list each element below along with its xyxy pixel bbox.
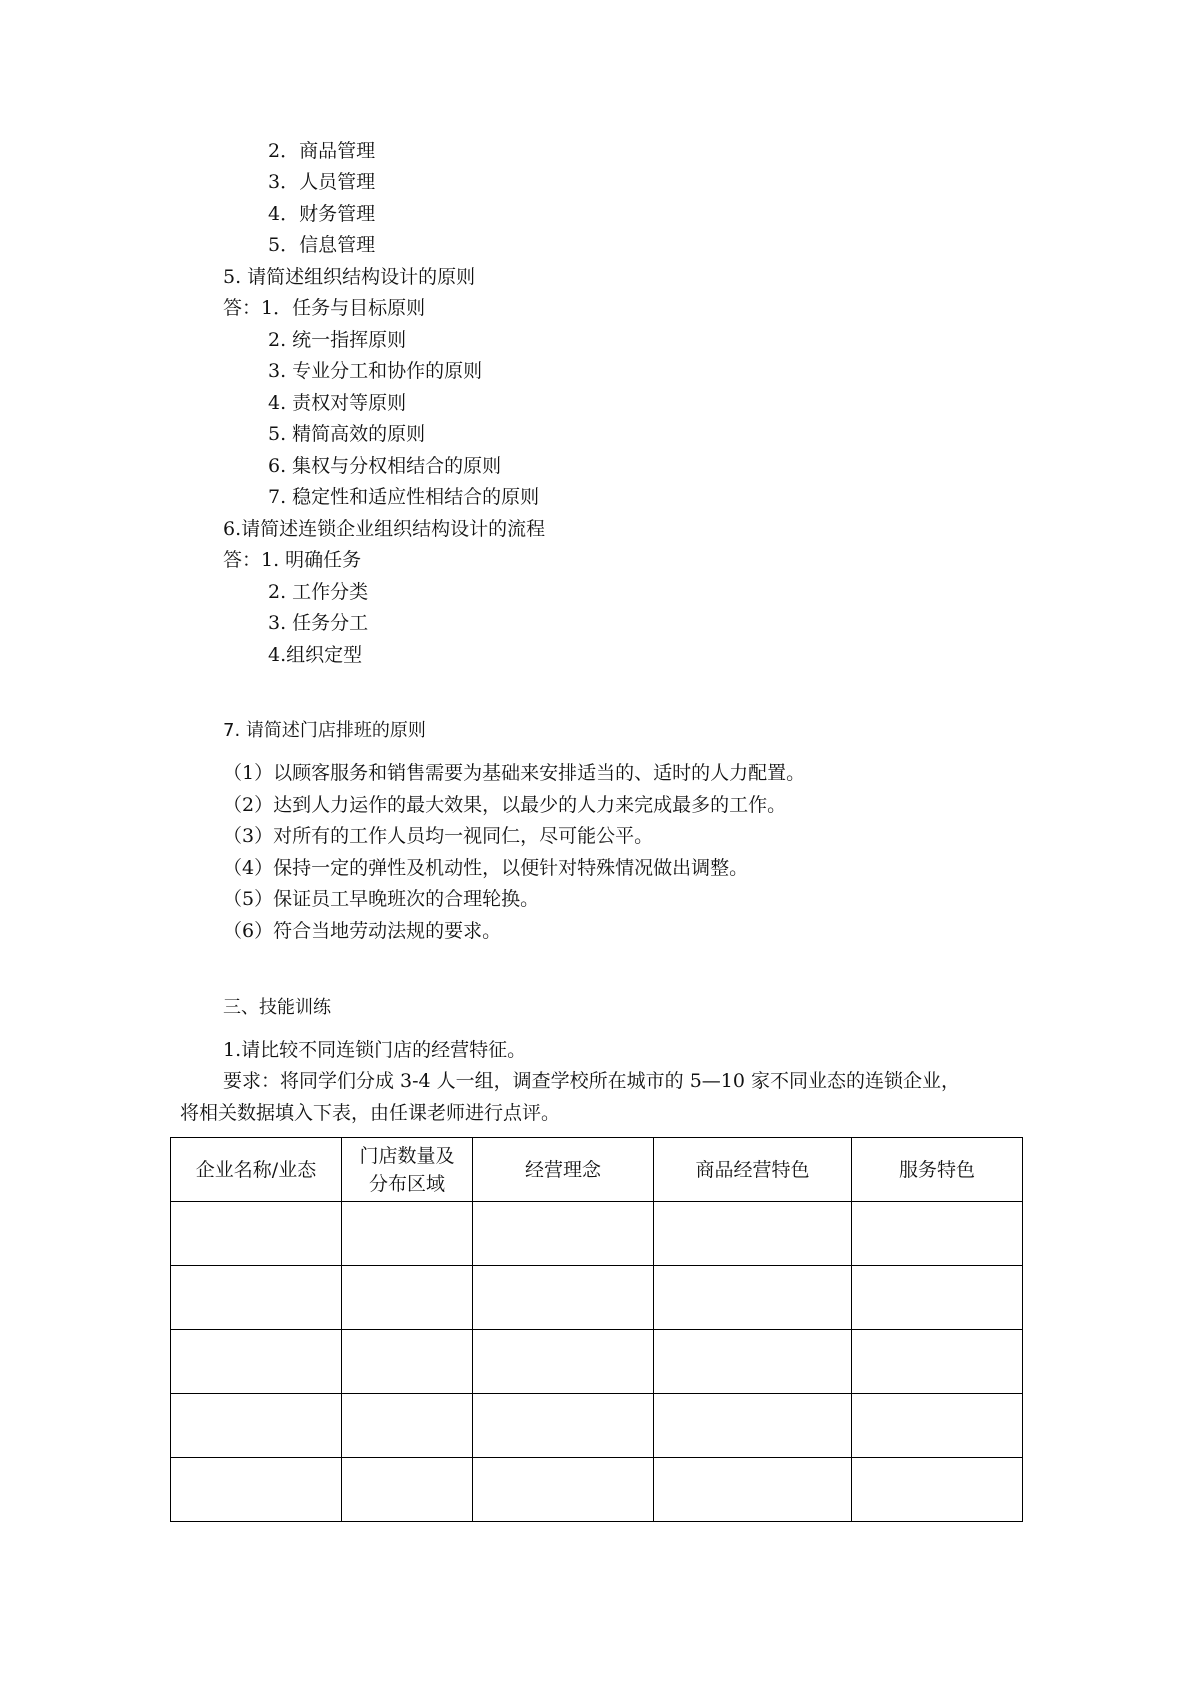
table-cell (342, 1202, 473, 1266)
header-philosophy: 经营理念 (473, 1138, 654, 1202)
table-cell (654, 1266, 852, 1330)
table-cell (171, 1202, 342, 1266)
table-row (171, 1266, 1023, 1330)
text-line: （3）对所有的工作人员均一视同仁，尽可能公平。 (223, 825, 654, 847)
header-store-count-line1: 门店数量及 (359, 1144, 455, 1167)
table-cell (852, 1202, 1023, 1266)
text-line: 要求：将同学们分成 3-4 人一组，调查学校所在城市的 5—10 家不同业态的连锁企业， (223, 1070, 961, 1092)
text-line: 6. 集权与分权相结合的原则 (268, 455, 502, 477)
table-cell (171, 1458, 342, 1522)
text-line: 5. 精简高效的原则 (268, 423, 426, 445)
table-cell (171, 1330, 342, 1394)
table-cell (171, 1394, 342, 1458)
table-cell (473, 1266, 654, 1330)
text-line: 4. 责权对等原则 (268, 392, 407, 414)
table-cell (852, 1458, 1023, 1522)
header-company-name: 企业名称/业态 (171, 1138, 342, 1202)
table-row (171, 1394, 1023, 1458)
table-row (171, 1458, 1023, 1522)
table-cell (473, 1202, 654, 1266)
text-line: （6）符合当地劳动法规的要求。 (223, 920, 502, 942)
table-cell (852, 1266, 1023, 1330)
table-cell (852, 1330, 1023, 1394)
text-line: （1）以顾客服务和销售需要为基础来安排适当的、适时的人力配置。 (223, 762, 806, 784)
text-line: 3. 任务分工 (268, 612, 369, 634)
header-store-count (342, 1138, 473, 1202)
section-heading: 三、技能训练 (223, 997, 331, 1018)
table-cell (654, 1394, 852, 1458)
table-row (171, 1202, 1023, 1266)
text-line: 3. 专业分工和协作的原则 (268, 360, 483, 382)
table-cell (342, 1266, 473, 1330)
table-cell (654, 1202, 852, 1266)
text-line: 5. 请简述组织结构设计的原则 (223, 266, 476, 288)
table-header-row (171, 1138, 1023, 1202)
table-cell (342, 1330, 473, 1394)
text-line: 7. 稳定性和适应性相结合的原则 (268, 486, 540, 508)
text-line: （2）达到人力运作的最大效果，以最少的人力来完成最多的工作。 (223, 794, 787, 816)
table-cell (473, 1394, 654, 1458)
table-cell (473, 1330, 654, 1394)
text-line: （5）保证员工早晚班次的合理轮换。 (223, 888, 540, 910)
table-cell (654, 1330, 852, 1394)
text-line: 4．财务管理 (268, 203, 376, 225)
business-comparison-table (170, 1137, 1023, 1522)
header-merchandise: 商品经营特色 (654, 1138, 852, 1202)
text-line: 3．人员管理 (268, 171, 376, 193)
table-row (171, 1330, 1023, 1394)
header-store-count-line2: 分布区域 (368, 1172, 445, 1195)
text-line: 1.请比较不同连锁门店的经营特征。 (223, 1039, 527, 1061)
text-line: 答：1. 明确任务 (223, 549, 362, 571)
text-line: 2. 工作分类 (268, 581, 369, 603)
table-cell (654, 1458, 852, 1522)
table-cell (171, 1266, 342, 1330)
text-line: 2. 统一指挥原则 (268, 329, 407, 351)
table-cell (342, 1458, 473, 1522)
header-service: 服务特色 (852, 1138, 1023, 1202)
text-line: 答：1．任务与目标原则 (223, 297, 426, 319)
text-line: 4.组织定型 (268, 644, 363, 666)
text-line: 2．商品管理 (268, 140, 376, 162)
text-line: 将相关数据填入下表，由任课老师进行点评。 (180, 1102, 561, 1124)
text-line: 6.请简述连锁企业组织结构设计的流程 (223, 518, 546, 540)
text-line: 5．信息管理 (268, 234, 376, 256)
table-cell (342, 1394, 473, 1458)
table-cell (852, 1394, 1023, 1458)
text-line: （4）保持一定的弹性及机动性，以便针对特殊情况做出调整。 (223, 857, 749, 879)
section-heading: 7. 请简述门店排班的原则 (223, 720, 426, 741)
table-cell (473, 1458, 654, 1522)
